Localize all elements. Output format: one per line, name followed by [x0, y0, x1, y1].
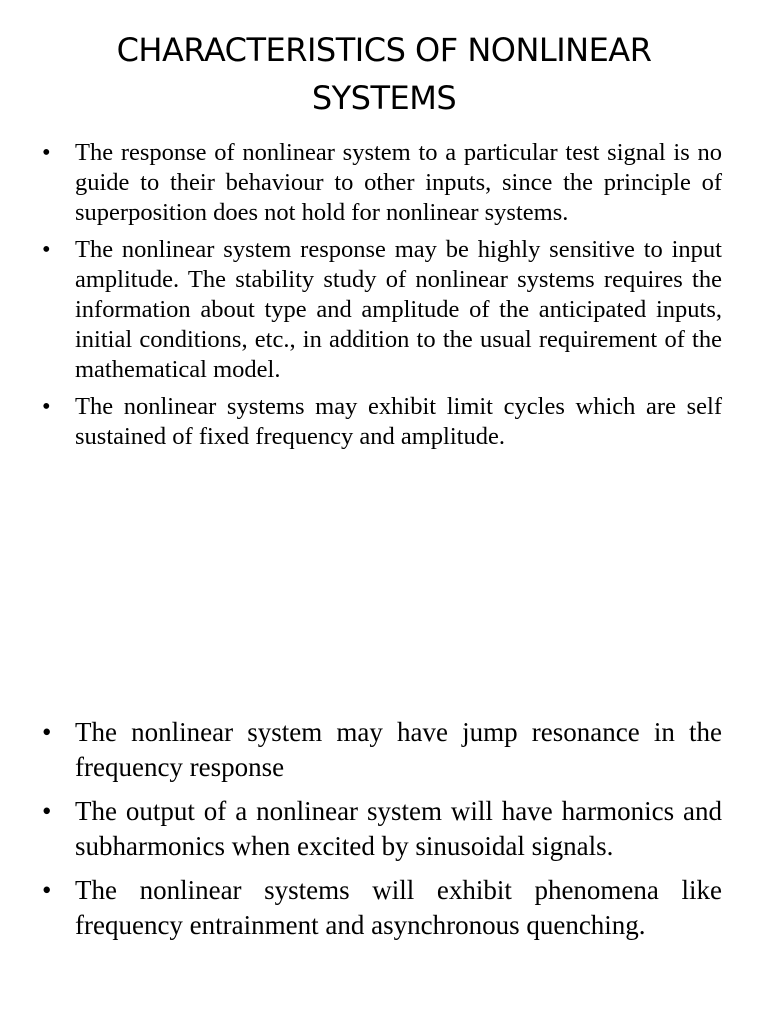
page-title: CHARACTERISTICS OF NONLINEAR SYSTEMS: [116, 31, 652, 117]
list-item-text: The nonlinear systems may exhibit limit cycles which are self sustained of fixed frequency and amplitude.: [75, 393, 722, 450]
bullet-icon: •: [42, 393, 51, 420]
bullet-list-lower: [0, 715, 768, 952]
bullet-icon: •: [42, 139, 51, 166]
list-item: [0, 138, 768, 228]
list-item-text: The nonlinear systems will exhibit phenomena like frequency entrainment and asynchronous quenching.: [75, 875, 722, 940]
list-item-text: The response of nonlinear system to a particular test signal is no guide to their behaviour to other inputs, since the principle of superposition does not hold for nonlinear systems.: [75, 139, 722, 226]
list-item: [0, 235, 768, 385]
list-item-text: The nonlinear system response may be highly sensitive to input amplitude. The stability study of nonlinear systems requires the information about type and amplitude of the anticipated inputs, initial conditions, etc., in addition to the usual requirement of the mathematical model.: [75, 236, 722, 383]
list-item: [0, 873, 768, 943]
bullet-icon: •: [42, 875, 52, 905]
bullet-list-upper: [0, 138, 768, 459]
list-item: [0, 392, 768, 452]
bullet-icon: •: [42, 717, 52, 747]
list-item-text: The nonlinear system may have jump resonance in the frequency response: [75, 717, 722, 782]
bullet-icon: •: [42, 236, 51, 263]
list-item: [0, 794, 768, 864]
list-item-text: The output of a nonlinear system will have harmonics and subharmonics when excited by sinusoidal signals.: [75, 796, 722, 861]
list-item: [0, 715, 768, 785]
bullet-icon: •: [42, 796, 52, 826]
